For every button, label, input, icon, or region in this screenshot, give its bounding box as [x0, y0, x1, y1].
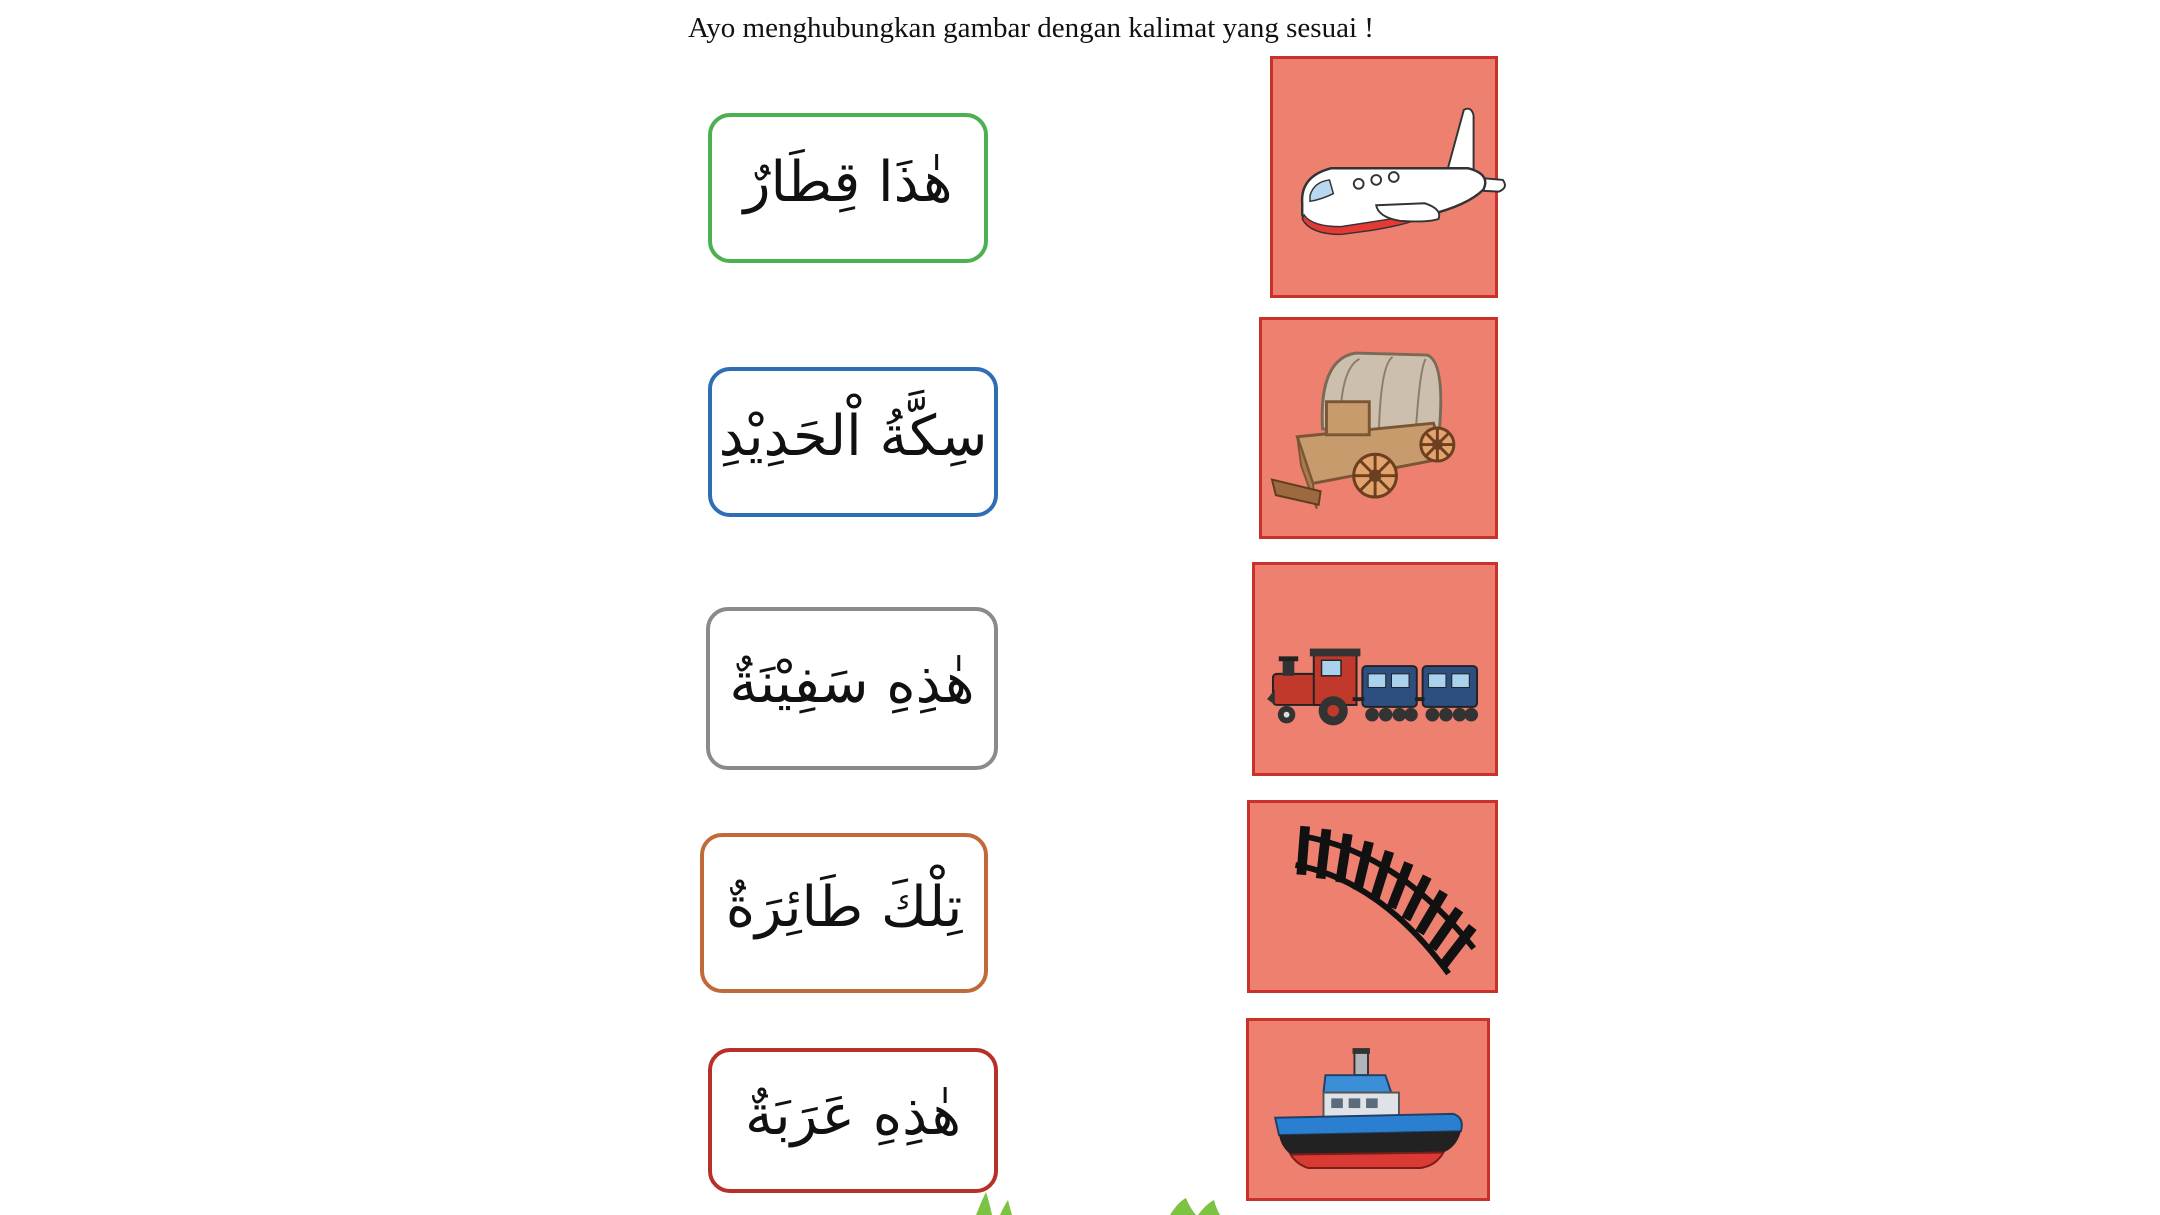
picture-card-1[interactable]	[1270, 56, 1498, 298]
word-card-2[interactable]	[708, 367, 998, 517]
picture-card-5[interactable]	[1246, 1018, 1490, 1201]
wagon-icon	[1262, 320, 1495, 536]
word-text: سِكَّةُ اْلحَدِيْدِ	[718, 404, 988, 469]
word-card-5[interactable]	[708, 1048, 998, 1193]
picture-card-3[interactable]	[1252, 562, 1498, 776]
ship-icon	[1249, 1021, 1487, 1198]
instruction-text: Ayo menghubungkan gambar dengan kalimat yang sesuai !	[688, 12, 1374, 44]
picture-card-2[interactable]	[1259, 317, 1498, 539]
word-text: هٰذِهِ سَفِيْنَةٌ	[729, 650, 975, 716]
word-text: هٰذَا قِطَارٌ	[743, 150, 953, 215]
picture-card-4[interactable]	[1247, 800, 1498, 993]
word-text: تِلْكَ طَائِرَةٌ	[725, 875, 963, 940]
word-card-4[interactable]	[700, 833, 988, 993]
word-text: هٰذِهِ عَرَبَةٌ	[745, 1082, 961, 1148]
word-card-3[interactable]	[706, 607, 998, 770]
airplane-icon	[1273, 59, 1495, 295]
railway-track-icon	[1250, 803, 1495, 990]
train-icon	[1255, 565, 1495, 773]
word-card-1[interactable]	[708, 113, 988, 263]
